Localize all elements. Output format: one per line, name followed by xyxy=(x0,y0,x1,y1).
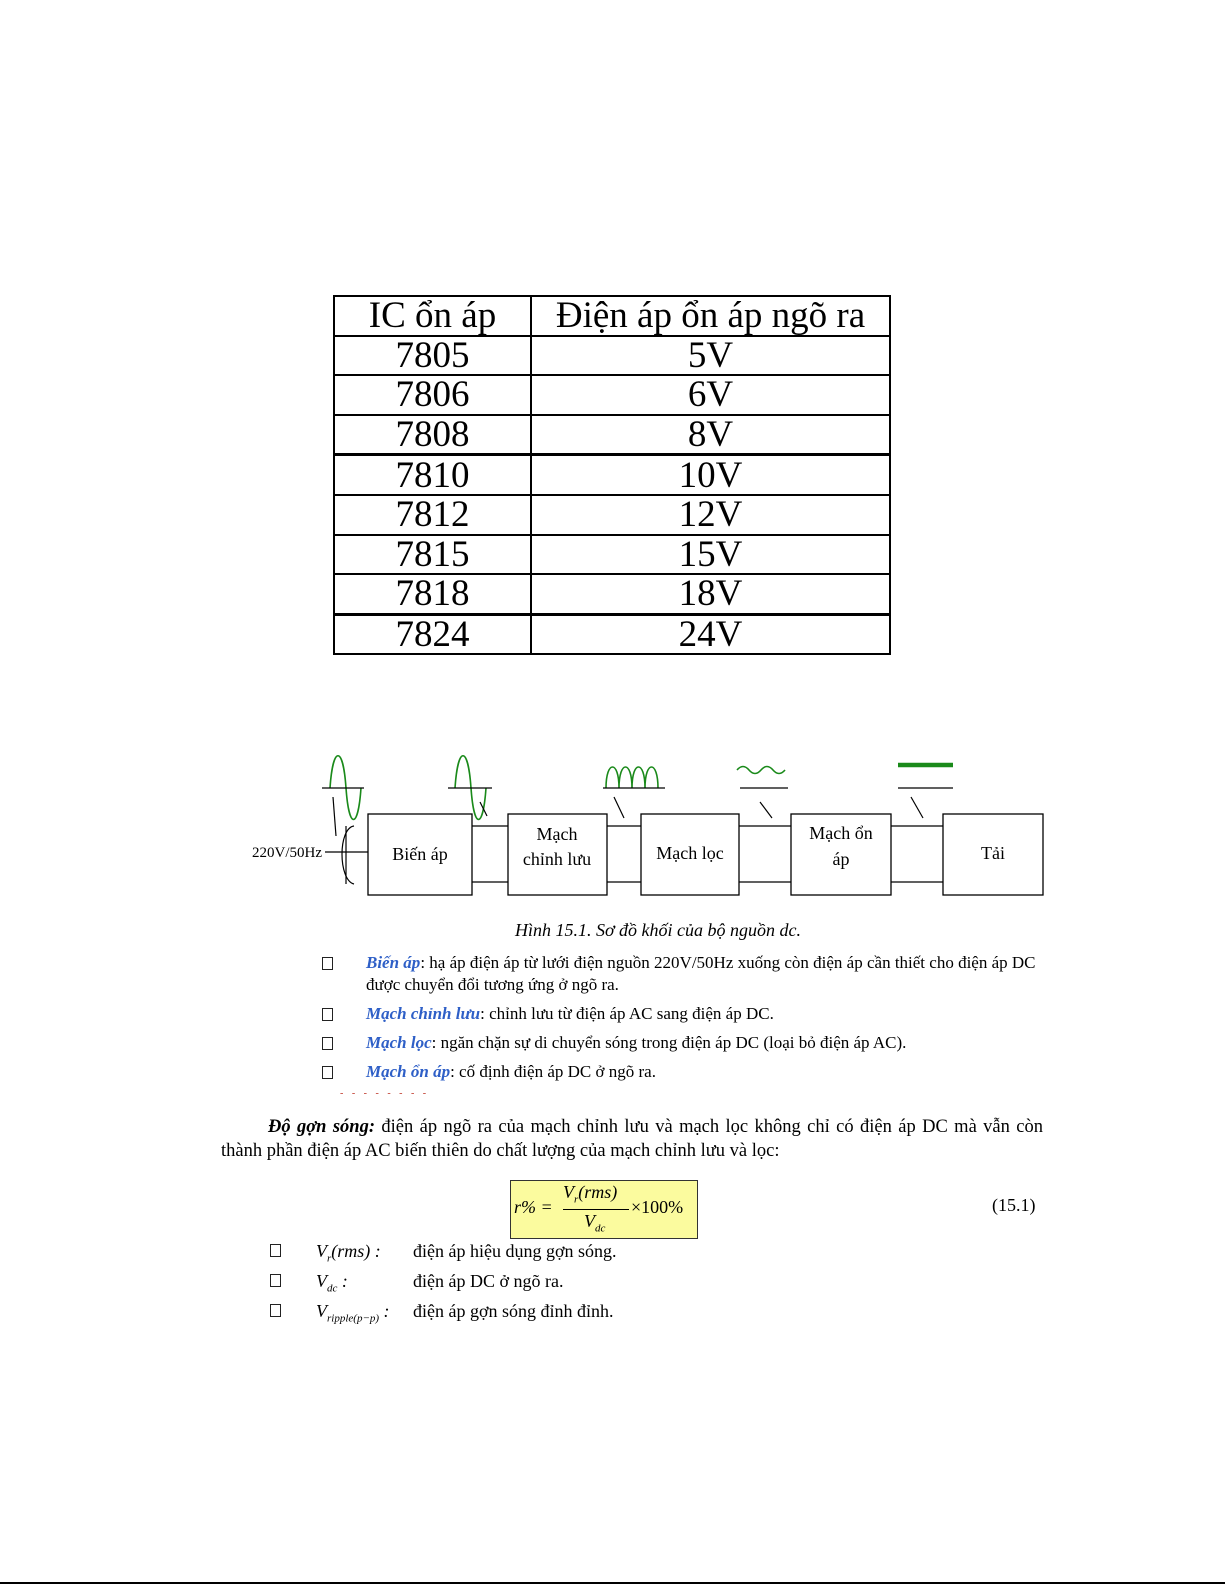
ripple-term: Độ gợn sóng: xyxy=(268,1117,376,1137)
formula-numerator: $V_r(rms)$ xyxy=(563,1182,618,1206)
equation-number: (15.1) xyxy=(992,1195,1036,1215)
definition-text: điện áp hiệu dụng gợn sóng. xyxy=(413,1241,617,1261)
formula-rhs: ×100% xyxy=(631,1197,684,1217)
rectifier-label-1: Mạch xyxy=(536,824,578,844)
ic-cell: 7808 xyxy=(334,415,531,455)
regulator-label-1: Mạch ổn xyxy=(809,823,873,843)
formula-lhs: r% = xyxy=(514,1197,553,1217)
input-coil-icon xyxy=(342,826,354,884)
definition-text: điện áp DC ở ngõ ra. xyxy=(413,1271,564,1291)
term-regulator: Mạch ổn áp xyxy=(366,1062,451,1081)
term-description: : cố định điện áp DC ở ngõ ra. xyxy=(450,1062,656,1081)
voltage-cell: 24V xyxy=(531,614,890,654)
filter-label: Mạch lọc xyxy=(656,843,724,863)
voltage-cell: 18V xyxy=(531,574,890,614)
bullet-box-icon xyxy=(322,1037,333,1050)
bullet-box-icon xyxy=(322,1008,333,1021)
figure-caption: Hình 15.1. Sơ đồ khối của bộ nguồn dc. xyxy=(514,920,802,940)
voltage-cell: 15V xyxy=(531,535,890,575)
bullet-box-icon xyxy=(270,1304,281,1317)
term-description: : hạ áp điện áp từ lưới điện nguồn 220V/50Hz xuống còn điện áp cần thiết cho điện áp DC được chuyển đổi tương ứng ở ngõ ra. xyxy=(366,953,1036,994)
load-label: Tải xyxy=(981,843,1005,863)
symbol: $V_r(rms)$ : xyxy=(316,1241,381,1265)
rectified-wave-icon xyxy=(606,767,658,788)
fraction-bar xyxy=(563,1209,629,1210)
regulator-label-2: áp xyxy=(832,849,850,869)
bullet-box-icon xyxy=(270,1244,281,1257)
ic-cell: 7824 xyxy=(334,614,531,654)
header-ic: IC ổn áp xyxy=(334,296,531,336)
ripple-paragraph xyxy=(221,1115,1043,1163)
ic-cell: 7818 xyxy=(334,574,531,614)
voltage-cell: 12V xyxy=(531,495,890,535)
symbol: $V_{ripple(p-p)}$ : xyxy=(316,1301,390,1325)
voltage-cell: 6V xyxy=(531,375,890,415)
term-rectifier: Mạch chỉnh lưu xyxy=(366,1004,481,1023)
term-transformer: Biến áp xyxy=(366,953,421,972)
list-item xyxy=(322,1003,1052,1025)
ripple-wave-icon xyxy=(737,767,785,774)
input-voltage-label: 220V/50Hz xyxy=(252,845,322,861)
definition-text: điện áp gợn sóng đỉnh đỉnh. xyxy=(413,1301,614,1321)
term-description: : chỉnh lưu từ điện áp AC sang điện áp DC. xyxy=(480,1004,774,1023)
rectifier-label-2: chỉnh lưu xyxy=(522,849,592,869)
voltage-cell: 10V xyxy=(531,455,890,495)
block-description-list xyxy=(322,952,1052,1090)
bullet-box-icon xyxy=(270,1274,281,1287)
clipped-heading-fragment: - - - - - - - - xyxy=(340,1091,430,1097)
ic-cell: 7805 xyxy=(334,336,531,376)
list-item xyxy=(322,1061,1052,1083)
ic-cell: 7815 xyxy=(334,535,531,575)
list-item xyxy=(322,1032,1052,1054)
transformer-label: Biến áp xyxy=(392,844,448,864)
ripple-formula xyxy=(510,1180,698,1239)
bullet-box-icon xyxy=(322,957,333,970)
ic-cell: 7806 xyxy=(334,375,531,415)
list-item xyxy=(322,952,1052,996)
term-filter: Mạch lọc xyxy=(366,1033,432,1052)
ic-cell: 7812 xyxy=(334,495,531,535)
ic-cell: 7810 xyxy=(334,455,531,495)
ripple-text: điện áp ngõ ra của mạch chỉnh lưu và mạch lọc không chỉ có điện áp DC mà vẫn còn thành phần điện áp AC biến thiên do chất lượng của mạch chỉnh lưu và lọc: xyxy=(221,1117,1043,1161)
voltage-cell: 8V xyxy=(531,415,890,455)
voltage-cell: 5V xyxy=(531,336,890,376)
header-voltage: Điện áp ổn áp ngõ ra xyxy=(531,296,890,336)
term-description: : ngăn chặn sự di chuyển sóng trong điện áp DC (loại bỏ điện áp AC). xyxy=(431,1033,907,1052)
formula-denominator: $V_{dc}$ xyxy=(584,1211,606,1235)
page-bottom-rule xyxy=(0,1582,1225,1584)
symbol: $V_{dc}$ : xyxy=(316,1271,348,1295)
bullet-box-icon xyxy=(322,1066,333,1079)
